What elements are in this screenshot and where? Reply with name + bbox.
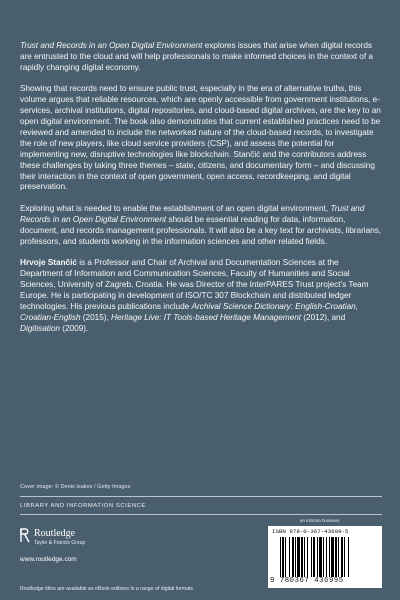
- blurb-text-3a: Exploring what is needed to enable the establishment of an open digital environment,: [20, 202, 331, 213]
- publisher-group: Taylor & Francis Group: [34, 540, 86, 546]
- bio-text-d: (2009).: [59, 322, 89, 333]
- ebook-note: Routledge titles are available as eBook editions in a range of digital formats: [20, 586, 194, 592]
- publisher-url[interactable]: www.routledge.com: [20, 556, 77, 563]
- book-title: Trust and Records in an Open Digital Environment: [20, 202, 365, 224]
- bio-text-b: (2015),: [80, 311, 111, 322]
- blurb-text-3b: should be essential reading for data, information, document, and records management professionals. It will also be a key text for archivists, librarians, professors, and students working in the information sciences and other related fields.: [20, 213, 382, 246]
- divider: [20, 496, 382, 497]
- book-title: Trust and Records in an Open Digital Environment: [20, 40, 203, 50]
- author-bio: [20, 257, 382, 333]
- publication-title: Digitisation: [20, 322, 60, 333]
- isbn-text: ISBN 978-0-367-43699-5: [272, 528, 349, 535]
- barcode-bars: [280, 537, 376, 577]
- bio-text-a: is a Professor and Chair of Archival and Documentation Sciences at the Department of Information and Communication Sciences, Faculty of Humanities and Social Sciences, University of Zagreb, Croatia. He was Director of the InterPARES Trust project’s Team Europe. He is participating in development of ISO/TC 307 Blockchain and distributed ledger technologies. His previous publications include: [20, 257, 369, 311]
- publication-title: Archival Science Dictionary: English-Croatian, Croatian-English: [20, 300, 358, 322]
- blurb-paragraph-1: [20, 40, 382, 73]
- publisher-name: Routledge: [34, 528, 76, 539]
- subject-category: LIBRARY AND INFORMATION SCIENCE: [20, 503, 146, 509]
- routledge-logo-icon: [20, 528, 30, 543]
- blurb-text-1: explores issues that arise when digital records are entrusted to the cloud and will help professionals to make informed choices in the context of a rapidly changing digital economy.: [20, 40, 373, 72]
- author-name: Hrvoje Stančić: [20, 257, 77, 268]
- divider: [20, 514, 382, 515]
- publication-title: Heritage Live: IT Tools-based Heritage Management: [111, 311, 302, 322]
- barcode-number: 9 780367 436995: [270, 577, 344, 585]
- blurb-paragraph-3: [20, 203, 382, 247]
- blurb-text: [20, 40, 382, 344]
- informa-tagline: an informa business: [300, 518, 340, 523]
- barcode: [268, 526, 382, 588]
- bio-text-c: (2012), and: [301, 311, 346, 322]
- cover-image-credit: Cover image: © Denis Isakov / Getty Images: [20, 484, 131, 490]
- blurb-paragraph-2: Showing that records need to ensure public trust, especially in the era of alternative truths, this volume argues that reliable resources, which are openly accessible from government institutions, e-services, archival institutions, digital repositories, and cloud-based digital archives, are the key to an open digital environment. The book also demonstrates that current established practices need to be reviewed and amended to include the networked nature of the cloud-based records, to investigate the role of new players, like cloud service providers (CSP), and assess the potential for implementing new, disruptive technologies like blockchain. Stančić and the contributors address these challenges by taking three themes – state, citizens, and documentary form – and discussing their interaction in the context of open government, open access, recordkeeping, and digital preservation.: [20, 83, 381, 192]
